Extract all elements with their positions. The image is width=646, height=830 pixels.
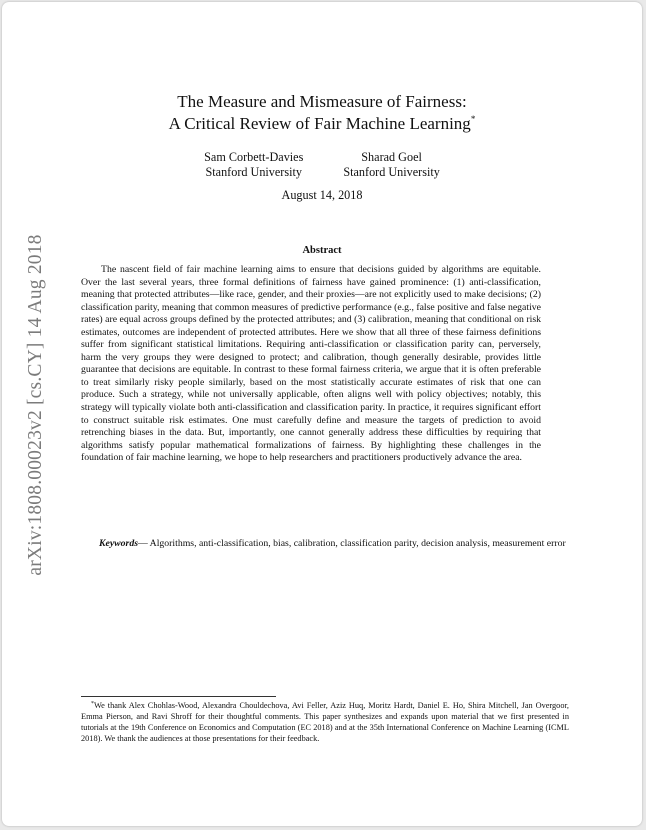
author-list	[2, 150, 642, 180]
author-block	[343, 150, 439, 180]
title-line-1: The Measure and Mismeasure of Fairness:	[177, 92, 467, 111]
abstract-body: The nascent field of fair machine learning aims to ensure that decisions guided by algorithms are equitable. Over the last several years, three formal definitions of fairness have gained prominence: (1) anti-classification, meaning that protected attributes—like race, gender, and their proxies—are not explicitly used to make decisions; (2) classification parity, meaning that common measures of predictive performance (e.g., false positive and false negative rates) are equal across groups defined by the protected attributes; and (3) calibration, meaning that conditional on risk estimates, outcomes are independent of protected attributes. Here we show that all three of these fairness definitions suffer from significant statistical limitations. Requiring anti-classification or classification parity can, perversely, harm the very groups they were designed to protect; and calibration, though generally desirable, provides little guarantee that decisions are equitable. In contrast to these formal fairness criteria, we argue that it is often preferable to treat similarly risky people similarly, based on the most statistically accurate estimates of risk that one can produce. Such a strategy, while not universally applicable, often aligns well with policy objectives; notably, this strategy will typically violate both anti-classification and classification parity. In practice, it requires significant effort to construct suitable risk estimates. One must carefully define and measure the targets of prediction to avoid retrenching biases in the data. But, importantly, one cannot generally address these difficulties by requiring that algorithms satisfy popular mathematical formalizations of fairness. By highlighting these challenges in the foundation of fair machine learning, we hope to help researchers and practitioners productively advance the area.	[81, 264, 541, 464]
acknowledgement-footnote	[81, 701, 569, 745]
publication-date: August 14, 2018	[281, 188, 363, 202]
title-line-2	[2, 113, 642, 135]
author-affiliation: Stanford University	[205, 165, 302, 179]
title-line-2-text: A Critical Review of Fair Machine Learning	[168, 114, 471, 133]
keywords-paragraph	[79, 538, 569, 551]
author-block	[204, 150, 303, 180]
footnote-divider	[81, 696, 276, 697]
author-name: Sharad Goel	[361, 150, 422, 164]
pdf-page	[2, 2, 642, 826]
footnote-marker: *	[91, 701, 94, 707]
footnote-text: We thank Alex Chohlas-Wood, Alexandra Chouldechova, Avi Feller, Aziz Huq, Moritz Hardt, Daniel E. Ho, Shira Mitchell, Jan Overgoor, Emma Pierson, and Ravi Shroff for their thoughtful comments. This paper synthesizes and expands upon material that we first presented in tutorials at the 19th Conference on Economics and Computation (EC 2018) and at the 35th International Conference on Machine Learning (ICML 2018). We thank the audiences at those presentations for their feedback.	[81, 701, 569, 743]
title-footnote-marker: *	[470, 114, 476, 124]
abstract-heading: Abstract	[302, 245, 342, 256]
keywords-label: Keywords	[99, 538, 138, 549]
arxiv-identifier-stamp: arXiv:1808.00023v2 [cs.CY] 14 Aug 2018	[25, 234, 46, 576]
paper-title	[2, 91, 642, 135]
author-name: Sam Corbett-Davies	[204, 150, 304, 164]
author-affiliation: Stanford University	[343, 165, 440, 179]
keywords-list: — Algorithms, anti-classification, bias, calibration, classification parity, decision analysis, measurement error	[138, 538, 566, 549]
